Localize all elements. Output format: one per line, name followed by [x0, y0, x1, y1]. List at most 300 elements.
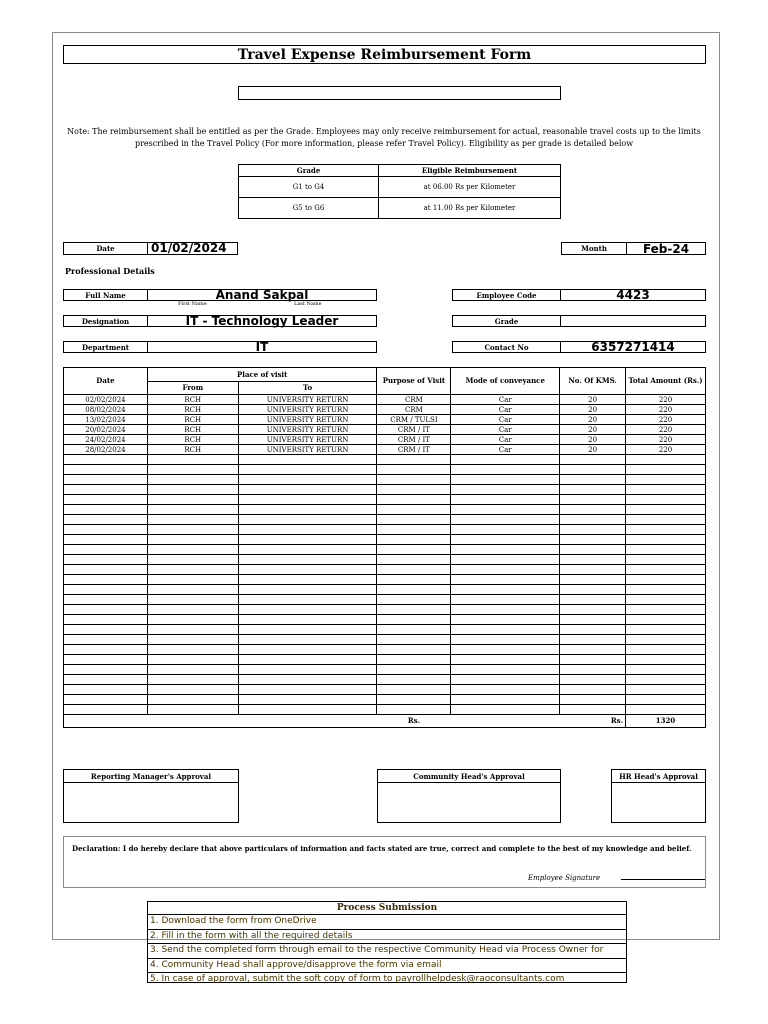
community-head-approval-title: Community Head's Approval: [378, 770, 560, 783]
empty-cell[interactable]: [626, 465, 706, 475]
entry-mode[interactable]: Car: [451, 425, 560, 435]
empty-cell[interactable]: [147, 525, 238, 535]
empty-cell[interactable]: [377, 645, 451, 655]
empty-cell[interactable]: [147, 465, 238, 475]
month-label: Month: [561, 242, 627, 255]
empty-cell[interactable]: [377, 665, 451, 675]
entry-amount[interactable]: 220: [626, 425, 706, 435]
empty-cell[interactable]: [147, 505, 238, 515]
process-submission-box: [147, 901, 627, 983]
entry-from[interactable]: RCH: [147, 415, 238, 425]
empty-cell[interactable]: [377, 625, 451, 635]
empty-cell[interactable]: [377, 475, 451, 485]
empty-cell[interactable]: [64, 455, 148, 465]
contact-input[interactable]: 6357271414: [560, 341, 706, 353]
empty-cell[interactable]: [147, 595, 238, 605]
empty-cell[interactable]: [147, 485, 238, 495]
empty-cell[interactable]: [377, 615, 451, 625]
empty-cell[interactable]: [560, 595, 626, 605]
empty-cell[interactable]: [626, 605, 706, 615]
entry-date[interactable]: 13/02/2024: [64, 415, 148, 425]
empty-cell[interactable]: [560, 695, 626, 705]
empty-cell[interactable]: [64, 685, 148, 695]
empty-cell[interactable]: [626, 455, 706, 465]
entry-mode[interactable]: Car: [451, 395, 560, 405]
process-step: 5. In case of approval, submit the soft copy of form to payrollhelpdesk@raoconsultants.com: [150, 974, 565, 984]
empty-cell[interactable]: [238, 485, 377, 495]
table-row: [64, 625, 706, 635]
empty-cell[interactable]: [238, 455, 377, 465]
entry-purpose[interactable]: CRM / IT: [377, 425, 451, 435]
empty-cell[interactable]: [626, 645, 706, 655]
entry-kms[interactable]: 20: [560, 425, 626, 435]
empty-cell[interactable]: [147, 655, 238, 665]
empty-cell[interactable]: [238, 705, 377, 715]
empty-cell[interactable]: [238, 595, 377, 605]
empty-cell[interactable]: [626, 695, 706, 705]
department-input[interactable]: IT: [147, 341, 377, 353]
table-row: [64, 445, 706, 455]
signature-label: Employee Signature: [528, 874, 601, 882]
empty-cell[interactable]: [64, 615, 148, 625]
reporting-manager-approval-title: Reporting Manager's Approval: [64, 770, 238, 783]
entry-date[interactable]: 28/02/2024: [64, 445, 148, 455]
empty-cell[interactable]: [238, 565, 377, 575]
table-row: [64, 645, 706, 655]
table-row: [64, 615, 706, 625]
grade-table: [238, 164, 561, 219]
grade-label: Grade: [452, 315, 561, 327]
empty-cell[interactable]: [560, 455, 626, 465]
entry-amount[interactable]: 220: [626, 395, 706, 405]
empty-cell[interactable]: [560, 525, 626, 535]
empty-cell[interactable]: [238, 465, 377, 475]
empty-cell[interactable]: [451, 495, 560, 505]
amount-column-header: Total Amount (Rs.): [626, 368, 706, 395]
table-row: [64, 695, 706, 705]
table-row: [64, 495, 706, 505]
entry-to[interactable]: UNIVERSITY RETURN: [238, 445, 377, 455]
empty-cell[interactable]: [238, 635, 377, 645]
entry-date[interactable]: 08/02/2024: [64, 405, 148, 415]
table-row: [64, 545, 706, 555]
empty-cell[interactable]: [64, 475, 148, 485]
entry-from[interactable]: RCH: [147, 405, 238, 415]
designation-label: Designation: [63, 315, 148, 327]
empty-cell[interactable]: [377, 575, 451, 585]
entry-amount[interactable]: 220: [626, 435, 706, 445]
empty-cell[interactable]: [377, 535, 451, 545]
table-row: [64, 395, 706, 405]
empty-cell[interactable]: [626, 545, 706, 555]
empty-cell[interactable]: [377, 525, 451, 535]
table-row: [64, 535, 706, 545]
empty-cell[interactable]: [626, 515, 706, 525]
entry-purpose[interactable]: CRM: [377, 395, 451, 405]
table-row: [64, 585, 706, 595]
empty-cell[interactable]: [147, 675, 238, 685]
empty-cell[interactable]: [377, 605, 451, 615]
entry-amount[interactable]: 220: [626, 445, 706, 455]
empty-cell[interactable]: [238, 535, 377, 545]
empty-cell[interactable]: [626, 475, 706, 485]
entry-to[interactable]: UNIVERSITY RETURN: [238, 395, 377, 405]
entry-purpose[interactable]: CRM / IT: [377, 435, 451, 445]
empty-cell[interactable]: [377, 465, 451, 475]
empty-cell[interactable]: [451, 575, 560, 585]
empty-cell[interactable]: [451, 475, 560, 485]
empty-cell[interactable]: [147, 555, 238, 565]
table-row: [64, 465, 706, 475]
community-head-approval-box[interactable]: [377, 769, 561, 823]
entry-from[interactable]: RCH: [147, 445, 238, 455]
empty-cell[interactable]: [147, 615, 238, 625]
empty-cell[interactable]: [147, 625, 238, 635]
table-row: [64, 525, 706, 535]
empty-cell[interactable]: [377, 635, 451, 645]
empty-cell[interactable]: [560, 605, 626, 615]
empty-cell[interactable]: [626, 535, 706, 545]
entry-amount[interactable]: 220: [626, 405, 706, 415]
empty-cell[interactable]: [560, 665, 626, 675]
empty-cell[interactable]: [238, 605, 377, 615]
empty-cell[interactable]: [238, 545, 377, 555]
table-row: [64, 485, 706, 495]
empty-cell[interactable]: [238, 475, 377, 485]
empty-cell[interactable]: [238, 555, 377, 565]
empty-cell[interactable]: [451, 525, 560, 535]
empty-cell[interactable]: [238, 695, 377, 705]
empty-cell[interactable]: [64, 495, 148, 505]
empty-cell[interactable]: [64, 575, 148, 585]
empty-cell[interactable]: [451, 595, 560, 605]
to-column-header: To: [238, 382, 377, 395]
empty-cell[interactable]: [147, 495, 238, 505]
table-row: [64, 405, 706, 415]
entry-kms[interactable]: 20: [560, 445, 626, 455]
empty-cell[interactable]: [451, 605, 560, 615]
empty-cell[interactable]: [560, 655, 626, 665]
empty-cell[interactable]: [64, 585, 148, 595]
empty-cell[interactable]: [626, 495, 706, 505]
empty-cell[interactable]: [451, 615, 560, 625]
empty-cell[interactable]: [626, 665, 706, 675]
entry-mode[interactable]: Car: [451, 415, 560, 425]
contact-label: Contact No: [452, 341, 561, 353]
empty-cell[interactable]: [64, 525, 148, 535]
empty-cell[interactable]: [451, 535, 560, 545]
empty-cell[interactable]: [64, 675, 148, 685]
empty-cell[interactable]: [238, 615, 377, 625]
reimbursement-note: Note: The reimbursement shall be entitled as per the Grade. Employees may only receive reimbursement for actual, reasonable travel costs up to the limits prescribed in the Travel Policy (For more information, please refer Travel Policy). Eligibility as per grade is detailed below: [67, 127, 701, 148]
empty-cell[interactable]: [377, 505, 451, 515]
empty-cell[interactable]: [64, 635, 148, 645]
empty-cell[interactable]: [451, 625, 560, 635]
expense-table: [63, 367, 706, 728]
entry-from[interactable]: RCH: [147, 425, 238, 435]
empty-cell[interactable]: [64, 565, 148, 575]
table-row: [64, 705, 706, 715]
empty-cell[interactable]: [238, 685, 377, 695]
empty-cell[interactable]: [560, 625, 626, 635]
entry-mode[interactable]: Car: [451, 445, 560, 455]
empty-cell[interactable]: [560, 535, 626, 545]
empty-cell[interactable]: [451, 695, 560, 705]
section-title: Professional Details: [65, 266, 155, 276]
entry-purpose[interactable]: CRM / TULSI: [377, 415, 451, 425]
process-title: Process Submission: [148, 902, 626, 915]
empty-cell[interactable]: [238, 525, 377, 535]
empty-cell[interactable]: [147, 645, 238, 655]
empty-cell[interactable]: [377, 455, 451, 465]
empty-cell[interactable]: [64, 665, 148, 675]
empty-cell[interactable]: [377, 705, 451, 715]
empty-cell[interactable]: [451, 485, 560, 495]
empty-cell[interactable]: [377, 555, 451, 565]
empty-cell[interactable]: [238, 645, 377, 655]
empty-cell[interactable]: [238, 585, 377, 595]
empty-cell[interactable]: [560, 675, 626, 685]
eligible-header: Eligible Reimbursement: [379, 165, 561, 177]
empty-cell[interactable]: [626, 685, 706, 695]
empty-cell[interactable]: [451, 665, 560, 675]
declaration-box: [63, 836, 706, 888]
empty-cell[interactable]: [560, 575, 626, 585]
empty-cell[interactable]: [64, 705, 148, 715]
empty-cell[interactable]: [238, 625, 377, 635]
empty-cell[interactable]: [147, 515, 238, 525]
empty-cell[interactable]: [451, 635, 560, 645]
empty-cell[interactable]: [147, 475, 238, 485]
empty-cell[interactable]: [147, 665, 238, 675]
empty-cell[interactable]: [377, 595, 451, 605]
empty-cell[interactable]: [147, 585, 238, 595]
entry-date[interactable]: 02/02/2024: [64, 395, 148, 405]
table-row: [64, 675, 706, 685]
empty-cell[interactable]: [451, 675, 560, 685]
empty-cell[interactable]: [377, 565, 451, 575]
empty-cell[interactable]: [451, 555, 560, 565]
entry-kms[interactable]: 20: [560, 405, 626, 415]
empty-cell[interactable]: [147, 685, 238, 695]
rate-cell: at 06.00 Rs per Kilometer: [379, 177, 561, 198]
empty-cell[interactable]: [560, 545, 626, 555]
empty-cell[interactable]: [451, 585, 560, 595]
entry-from[interactable]: RCH: [147, 435, 238, 445]
purpose-column-header: Purpose of Visit: [377, 368, 451, 395]
entry-kms[interactable]: 20: [560, 435, 626, 445]
entry-mode[interactable]: Car: [451, 435, 560, 445]
table-row: [64, 565, 706, 575]
entry-mode[interactable]: Car: [451, 405, 560, 415]
table-row: [64, 605, 706, 615]
empty-cell[interactable]: [560, 515, 626, 525]
empty-cell[interactable]: [377, 485, 451, 495]
empty-cell[interactable]: [560, 615, 626, 625]
empty-cell[interactable]: [560, 705, 626, 715]
empty-cell[interactable]: [560, 645, 626, 655]
blank-field[interactable]: [238, 86, 561, 100]
employee-code-input[interactable]: 4423: [560, 289, 706, 301]
entry-date[interactable]: 24/02/2024: [64, 435, 148, 445]
date-column-header: Date: [64, 368, 148, 395]
from-column-header: From: [147, 382, 238, 395]
place-column-header: Place of visit: [147, 368, 377, 382]
empty-cell[interactable]: [147, 605, 238, 615]
empty-cell[interactable]: [451, 455, 560, 465]
empty-cell[interactable]: [377, 585, 451, 595]
rate-cell: at 11.00 Rs per Kilometer: [379, 198, 561, 219]
empty-cell[interactable]: [147, 455, 238, 465]
empty-cell[interactable]: [451, 655, 560, 665]
empty-cell[interactable]: [451, 645, 560, 655]
empty-cell[interactable]: [64, 645, 148, 655]
empty-cell[interactable]: [238, 575, 377, 585]
empty-cell[interactable]: [64, 485, 148, 495]
empty-cell[interactable]: [626, 575, 706, 585]
empty-cell[interactable]: [560, 475, 626, 485]
empty-cell[interactable]: [377, 515, 451, 525]
empty-cell[interactable]: [64, 505, 148, 515]
total-label-right: Rs.: [451, 715, 626, 728]
empty-cell[interactable]: [451, 685, 560, 695]
date-input[interactable]: 01/02/2024: [147, 242, 238, 255]
empty-cell[interactable]: [377, 545, 451, 555]
empty-cell[interactable]: [64, 545, 148, 555]
empty-cell[interactable]: [238, 655, 377, 665]
process-step: 1. Download the form from OneDrive: [148, 915, 626, 930]
table-row: [64, 575, 706, 585]
empty-cell[interactable]: [64, 465, 148, 475]
entry-from[interactable]: RCH: [147, 395, 238, 405]
empty-cell[interactable]: [377, 685, 451, 695]
empty-cell[interactable]: [147, 545, 238, 555]
empty-cell[interactable]: [451, 545, 560, 555]
table-row: [64, 685, 706, 695]
hr-head-approval-box[interactable]: [611, 769, 706, 823]
full-name-input[interactable]: Anand Sakpal: [147, 289, 377, 301]
empty-cell[interactable]: [626, 595, 706, 605]
empty-cell[interactable]: [377, 695, 451, 705]
reporting-manager-approval-box[interactable]: [63, 769, 239, 823]
empty-cell[interactable]: [560, 635, 626, 645]
empty-cell[interactable]: [147, 575, 238, 585]
empty-cell[interactable]: [238, 665, 377, 675]
empty-cell[interactable]: [64, 555, 148, 565]
empty-cell[interactable]: [626, 555, 706, 565]
empty-cell[interactable]: [626, 655, 706, 665]
empty-cell[interactable]: [626, 525, 706, 535]
table-row: [64, 635, 706, 645]
employee-code-label: Employee Code: [452, 289, 561, 301]
empty-cell[interactable]: [560, 505, 626, 515]
process-step: 2. Fill in the form with all the required details: [148, 930, 626, 945]
empty-cell[interactable]: [560, 485, 626, 495]
empty-cell[interactable]: [64, 695, 148, 705]
entry-kms[interactable]: 20: [560, 415, 626, 425]
empty-cell[interactable]: [64, 535, 148, 545]
empty-cell[interactable]: [560, 465, 626, 475]
empty-cell[interactable]: [377, 495, 451, 505]
empty-cell[interactable]: [560, 565, 626, 575]
grade-cell: G1 to G4: [239, 177, 379, 198]
empty-cell[interactable]: [238, 675, 377, 685]
empty-cell[interactable]: [64, 655, 148, 665]
empty-cell[interactable]: [451, 505, 560, 515]
grade-input[interactable]: [560, 315, 706, 327]
empty-cell[interactable]: [238, 505, 377, 515]
entry-purpose[interactable]: CRM: [377, 405, 451, 415]
empty-cell[interactable]: [147, 635, 238, 645]
table-row: [64, 595, 706, 605]
empty-cell[interactable]: [560, 495, 626, 505]
entry-amount[interactable]: 220: [626, 415, 706, 425]
empty-cell[interactable]: [626, 615, 706, 625]
empty-cell[interactable]: [626, 585, 706, 595]
entry-to[interactable]: UNIVERSITY RETURN: [238, 435, 377, 445]
grade-header: Grade: [239, 165, 379, 177]
empty-cell[interactable]: [451, 465, 560, 475]
designation-input[interactable]: IT - Technology Leader: [147, 315, 377, 327]
empty-cell[interactable]: [377, 675, 451, 685]
empty-cell[interactable]: [626, 485, 706, 495]
entry-to[interactable]: UNIVERSITY RETURN: [238, 405, 377, 415]
empty-cell[interactable]: [560, 685, 626, 695]
month-input[interactable]: Feb-24: [626, 242, 706, 255]
empty-cell[interactable]: [626, 675, 706, 685]
first-name-hint: First Name: [178, 301, 207, 307]
signature-line[interactable]: [621, 879, 705, 880]
empty-cell[interactable]: [147, 535, 238, 545]
entry-kms[interactable]: 20: [560, 395, 626, 405]
entry-date[interactable]: 20/02/2024: [64, 425, 148, 435]
table-row: [64, 665, 706, 675]
empty-cell[interactable]: [451, 705, 560, 715]
empty-cell[interactable]: [147, 695, 238, 705]
empty-cell[interactable]: [377, 655, 451, 665]
empty-cell[interactable]: [451, 565, 560, 575]
kms-column-header: No. Of KMS.: [560, 368, 626, 395]
empty-cell[interactable]: [64, 625, 148, 635]
declaration-text: Declaration: I do hereby declare that above particulars of information and facts stated are true, correct and complete to the best of my knowledge and belief.: [72, 844, 692, 853]
empty-cell[interactable]: [238, 495, 377, 505]
empty-cell[interactable]: [626, 625, 706, 635]
table-row: [64, 515, 706, 525]
table-row: [64, 455, 706, 465]
table-row: [64, 425, 706, 435]
empty-cell[interactable]: [560, 585, 626, 595]
empty-cell[interactable]: [626, 505, 706, 515]
empty-cell[interactable]: [626, 705, 706, 715]
empty-cell[interactable]: [626, 565, 706, 575]
empty-cell[interactable]: [64, 605, 148, 615]
empty-cell[interactable]: [147, 565, 238, 575]
empty-cell[interactable]: [147, 705, 238, 715]
empty-cell[interactable]: [451, 515, 560, 525]
entry-to[interactable]: UNIVERSITY RETURN: [238, 415, 377, 425]
empty-cell[interactable]: [560, 555, 626, 565]
entry-to[interactable]: UNIVERSITY RETURN: [238, 425, 377, 435]
empty-cell[interactable]: [64, 515, 148, 525]
entry-purpose[interactable]: CRM / IT: [377, 445, 451, 455]
empty-cell[interactable]: [64, 595, 148, 605]
empty-cell[interactable]: [238, 515, 377, 525]
empty-cell[interactable]: [626, 635, 706, 645]
form-title: Travel Expense Reimbursement Form: [63, 45, 706, 64]
table-row: [64, 475, 706, 485]
total-amount: 1320: [626, 715, 706, 728]
total-spacer: [64, 715, 377, 728]
